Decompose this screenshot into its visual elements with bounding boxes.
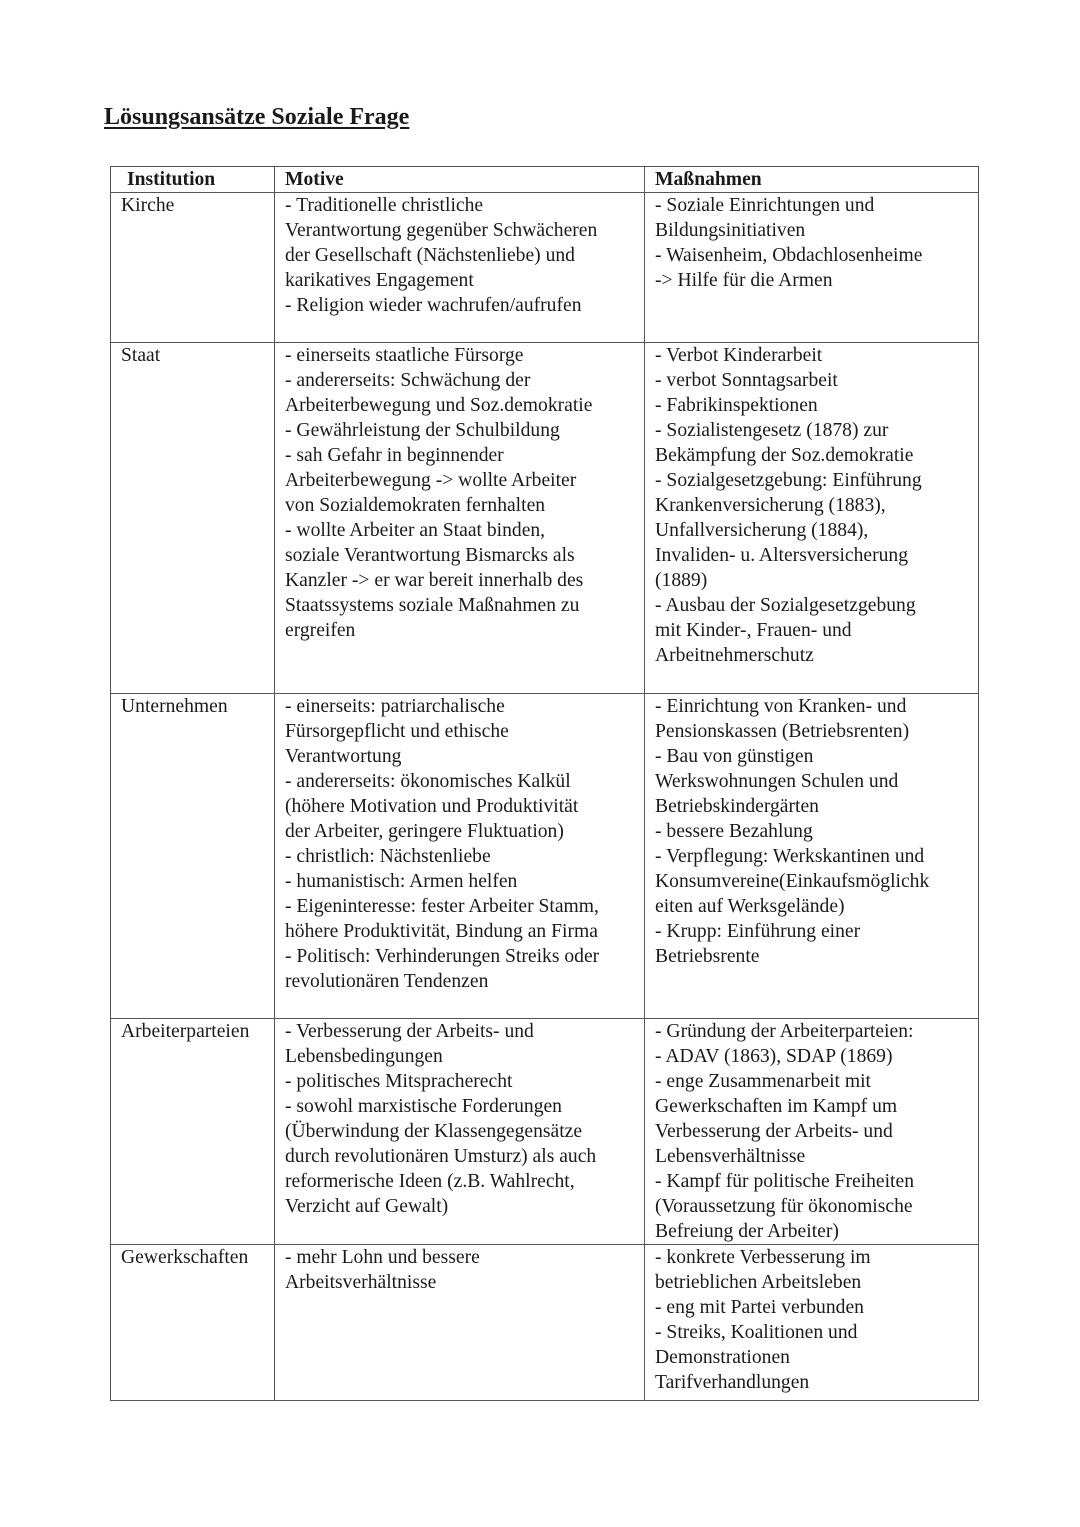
cell-institution: Kirche (111, 193, 275, 343)
header-massnahmen: Maßnahmen (645, 167, 979, 193)
cell-line: - Waisenheim, Obdachlosenheime (655, 245, 923, 266)
cell-line: Verantwortung gegenüber Schwächeren (285, 220, 598, 241)
cell-line: - politisches Mitspracherecht (285, 1071, 513, 1092)
table-row (111, 694, 979, 1019)
cell-line: betrieblichen Arbeitsleben (655, 1272, 862, 1293)
cell-line: von Sozialdemokraten fernhalten (285, 495, 546, 516)
cell-line: Verzicht auf Gewalt) (285, 1196, 449, 1217)
cell-line: - verbot Sonntagsarbeit (655, 370, 838, 391)
cell-line: ergreifen (285, 620, 356, 641)
cell-line: Invaliden- u. Altersversicherung (655, 545, 909, 566)
cell-line: soziale Verantwortung Bismarcks als (285, 545, 575, 566)
cell-line: - Bau von günstigen (655, 746, 814, 767)
cell-line: - einerseits: patriarchalische (285, 696, 505, 717)
cell-line: (Voraussetzung für ökonomische (655, 1196, 913, 1217)
cell-line: - Streiks, Koalitionen und (655, 1322, 858, 1343)
table-body (111, 193, 979, 1401)
cell-massnahmen (645, 193, 979, 343)
cell-institution: Arbeiterparteien (111, 1019, 275, 1245)
cell-line: Betriebsrente (655, 946, 760, 967)
cell-line: - Soziale Einrichtungen und (655, 195, 875, 216)
cell-line: - andererseits: ökonomisches Kalkül (285, 771, 571, 792)
cell-line: - humanistisch: Armen helfen (285, 871, 518, 892)
solutions-table (110, 166, 979, 1401)
table-row (111, 193, 979, 343)
cell-line: Verantwortung (285, 746, 402, 767)
cell-line: revolutionären Tendenzen (285, 971, 489, 992)
cell-line: - andererseits: Schwächung der (285, 370, 531, 391)
cell-line: Krankenversicherung (1883), (655, 495, 886, 516)
cell-line: - Traditionelle christliche (285, 195, 484, 216)
cell-line: reformerische Ideen (z.B. Wahlrecht, (285, 1171, 575, 1192)
cell-motive (275, 694, 645, 1019)
cell-line: - Gewährleistung der Schulbildung (285, 420, 560, 441)
page-title: Lösungsansätze Soziale Frage (104, 104, 410, 130)
cell-line: der Arbeiter, geringere Fluktuation) (285, 821, 564, 842)
header-motive: Motive (275, 167, 645, 193)
cell-institution: Gewerkschaften (111, 1245, 275, 1401)
cell-line: - Krupp: Einführung einer (655, 921, 861, 942)
cell-massnahmen (645, 343, 979, 694)
cell-line: - Einrichtung von Kranken- und (655, 696, 907, 717)
cell-line: Fürsorgepflicht und ethische (285, 721, 509, 742)
cell-line: Bildungsinitiativen (655, 220, 806, 241)
cell-line: Konsumvereine(Einkaufsmöglichk (655, 871, 930, 892)
cell-line: Arbeitsverhältnisse (285, 1272, 437, 1293)
cell-line: - eng mit Partei verbunden (655, 1297, 864, 1318)
cell-line: Arbeiterbewegung und Soz.demokratie (285, 395, 593, 416)
cell-line: Tarifverhandlungen (655, 1372, 810, 1393)
cell-line: - wollte Arbeiter an Staat binden, (285, 520, 546, 541)
cell-institution: Staat (111, 343, 275, 694)
cell-line: Lebensverhältnisse (655, 1146, 806, 1167)
cell-line: - sah Gefahr in beginnender (285, 445, 504, 466)
cell-line: durch revolutionären Umsturz) als auch (285, 1146, 597, 1167)
cell-massnahmen (645, 1245, 979, 1401)
cell-motive (275, 343, 645, 694)
cell-line: eiten auf Werksgelände) (655, 896, 845, 917)
table-row (111, 343, 979, 694)
cell-line: Werkswohnungen Schulen und (655, 771, 899, 792)
cell-line: - Gründung der Arbeiterparteien: (655, 1021, 914, 1042)
cell-motive (275, 193, 645, 343)
cell-line: Demonstrationen (655, 1347, 790, 1368)
cell-line: - enge Zusammenarbeit mit (655, 1071, 872, 1092)
cell-line: - Politisch: Verhinderungen Streiks oder (285, 946, 600, 967)
cell-motive (275, 1019, 645, 1245)
cell-line: Kanzler -> er war bereit innerhalb des (285, 570, 584, 591)
cell-institution: Unternehmen (111, 694, 275, 1019)
cell-line: Befreiung der Arbeiter) (655, 1221, 839, 1242)
cell-line: - konkrete Verbesserung im (655, 1247, 871, 1268)
cell-line: - christlich: Nächstenliebe (285, 846, 491, 867)
header-institution: Institution (111, 167, 275, 193)
cell-line: - sowohl marxistische Forderungen (285, 1096, 562, 1117)
cell-line: - Religion wieder wachrufen/aufrufen (285, 295, 582, 316)
cell-line: Lebensbedingungen (285, 1046, 443, 1067)
cell-line: der Gesellschaft (Nächstenliebe) und (285, 245, 575, 266)
cell-line: (höhere Motivation und Produktivität (285, 796, 579, 817)
header-row (111, 167, 979, 193)
table-row (111, 1245, 979, 1401)
cell-line: Bekämpfung der Soz.demokratie (655, 445, 914, 466)
cell-line: -> Hilfe für die Armen (655, 270, 833, 291)
cell-line: - ADAV (1863), SDAP (1869) (655, 1046, 893, 1067)
cell-line: Unfallversicherung (1884), (655, 520, 869, 541)
cell-line: (Überwindung der Klassengegensätze (285, 1121, 583, 1142)
cell-line: Pensionskassen (Betriebsrenten) (655, 721, 910, 742)
cell-line: - Verpflegung: Werkskantinen und (655, 846, 925, 867)
cell-line: Arbeiterbewegung -> wollte Arbeiter (285, 470, 577, 491)
cell-line: Gewerkschaften im Kampf um (655, 1096, 898, 1117)
cell-line: - Kampf für politische Freiheiten (655, 1171, 914, 1192)
cell-line: karikatives Engagement (285, 270, 474, 291)
table-header (111, 167, 979, 193)
cell-massnahmen (645, 694, 979, 1019)
cell-line: (1889) (655, 570, 708, 591)
cell-line: - Fabrikinspektionen (655, 395, 818, 416)
cell-line: - Sozialgesetzgebung: Einführung (655, 470, 922, 491)
cell-line: Arbeitnehmerschutz (655, 645, 814, 666)
cell-line: - Eigeninteresse: fester Arbeiter Stamm, (285, 896, 599, 917)
cell-line: mit Kinder-, Frauen- und (655, 620, 852, 641)
cell-line: - Verbot Kinderarbeit (655, 345, 823, 366)
table-row (111, 1019, 979, 1245)
cell-motive (275, 1245, 645, 1401)
cell-line: - bessere Bezahlung (655, 821, 813, 842)
cell-line: - Ausbau der Sozialgesetzgebung (655, 595, 916, 616)
cell-line: Betriebskindergärten (655, 796, 819, 817)
cell-line: höhere Produktivität, Bindung an Firma (285, 921, 598, 942)
cell-line: - mehr Lohn und bessere (285, 1247, 480, 1268)
cell-line: - Sozialistengesetz (1878) zur (655, 420, 889, 441)
cell-massnahmen (645, 1019, 979, 1245)
cell-line: - Verbesserung der Arbeits- und (285, 1021, 534, 1042)
cell-line: - einerseits staatliche Fürsorge (285, 345, 524, 366)
cell-line: Verbesserung der Arbeits- und (655, 1121, 893, 1142)
cell-line: Staatssystems soziale Maßnahmen zu (285, 595, 580, 616)
